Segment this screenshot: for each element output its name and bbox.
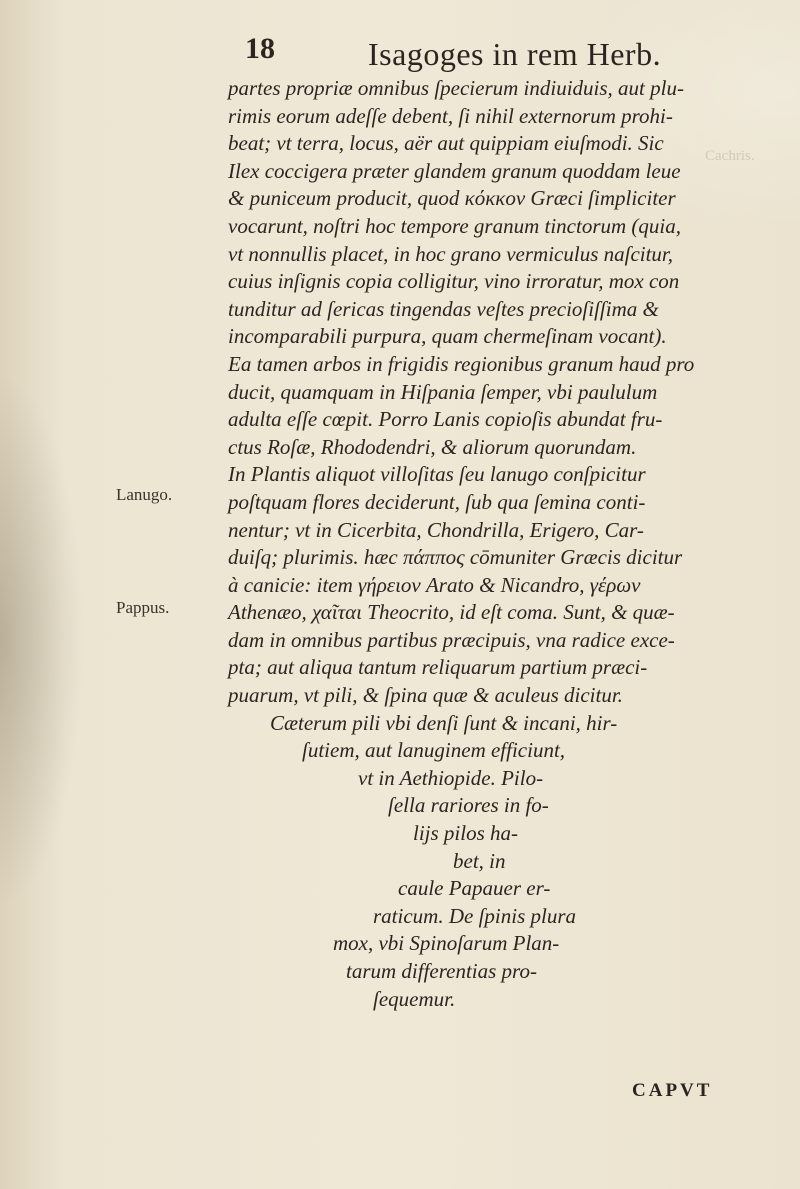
- page-number: 18: [245, 32, 275, 65]
- text-line: rimis eorum adeſſe debent, ſi nihil externorum prohi-: [228, 103, 673, 128]
- bleed-through-text: Cachris.: [705, 148, 755, 164]
- text-line: Ea tamen arbos in frigidis regionibus granum haud pro: [228, 351, 695, 376]
- text-line: ſequemur.: [373, 986, 456, 1011]
- text-line: tunditur ad ſericas tingendas veſtes precioſiſſima &: [228, 296, 659, 321]
- text-line: dam in omnibus partibus præcipuis, vna radice exce-: [228, 627, 675, 652]
- text-line: Athenæo, χαῖται Theocrito, id eſt coma. Sunt, & quæ-: [228, 600, 675, 625]
- text-line: incomparabili purpura, quam chermeſinam vocant).: [228, 324, 667, 349]
- text-line: adulta eſſe cœpit. Porro Lanis copioſis abundat fru-: [228, 407, 663, 432]
- text-line: nentur; vt in Cicerbita, Chondrilla, Erigero, Car-: [228, 517, 644, 542]
- text-line: pta; aut aliqua tantum reliquarum partium præci-: [228, 655, 648, 680]
- text-line: lijs pilos ha-: [413, 821, 519, 846]
- text-line: tarum differentias pro-: [346, 959, 537, 983]
- text-line: ctus Roſæ, Rhododendri, & aliorum quorundam.: [228, 434, 637, 459]
- catchword: CAPVT: [632, 1080, 713, 1101]
- text-line: vt nonnullis placet, in hoc grano vermiculus naſcitur,: [228, 241, 674, 266]
- text-line: mox, vbi Spinoſarum Plan-: [333, 931, 560, 956]
- text-line: puarum, vt pili, & ſpina quæ & aculeus dicitur.: [228, 683, 623, 708]
- text-line: poſtquam flores deciderunt, ſub qua ſemina conti-: [228, 489, 646, 514]
- text-line: ſella rariores in fo-: [388, 793, 549, 818]
- text-line: raticum. De ſpinis plura: [373, 903, 576, 928]
- text-line: In Plantis aliquot villoſitas ſeu lanugo conſpicitur: [228, 462, 646, 487]
- text-line: vocarunt, noſtri hoc tempore granum tinctorum (quia,: [228, 213, 682, 238]
- text-line: vt in Aethiopide. Pilo-: [358, 765, 544, 790]
- marginal-note-lanugo: Lanugo.: [116, 485, 173, 504]
- body-text: [228, 75, 798, 1013]
- text-line: à canicie: item γήρειον Arato & Nicandro, γέρων: [228, 572, 641, 597]
- marginal-note-pappus: Pappus.: [116, 598, 170, 617]
- text-line: Cæterum pili vbi denſi ſunt & incani, hir-: [270, 710, 618, 735]
- text-line: cuius inſignis copia colligitur, vino irroratur, mox con: [228, 269, 680, 294]
- text-line: caule Papauer er-: [398, 876, 551, 901]
- text-line: duiſq; plurimis. hæc πάππος cōmuniter Græcis dicitur: [228, 545, 683, 570]
- page-header: [240, 30, 700, 80]
- text-line: beat; vt terra, locus, aër aut quippiam eiuſmodi. Sic: [228, 131, 664, 156]
- text-line: ſutiem, aut lanuginem efficiunt,: [302, 738, 566, 763]
- text-line: Ilex coccigera præter glandem granum quoddam leue: [228, 158, 681, 183]
- text-line: bet, in: [453, 848, 506, 873]
- text-line: partes propriæ omnibus ſpecierum indiuiduis, aut plu-: [228, 76, 684, 100]
- text-line: ducit, quamquam in Hiſpania ſemper, vbi paululum: [228, 379, 658, 404]
- running-head: Isagoges in rem Herb.: [368, 36, 662, 72]
- text-line: & puniceum producit, quod κόκκον Græci ſimpliciter: [228, 186, 676, 211]
